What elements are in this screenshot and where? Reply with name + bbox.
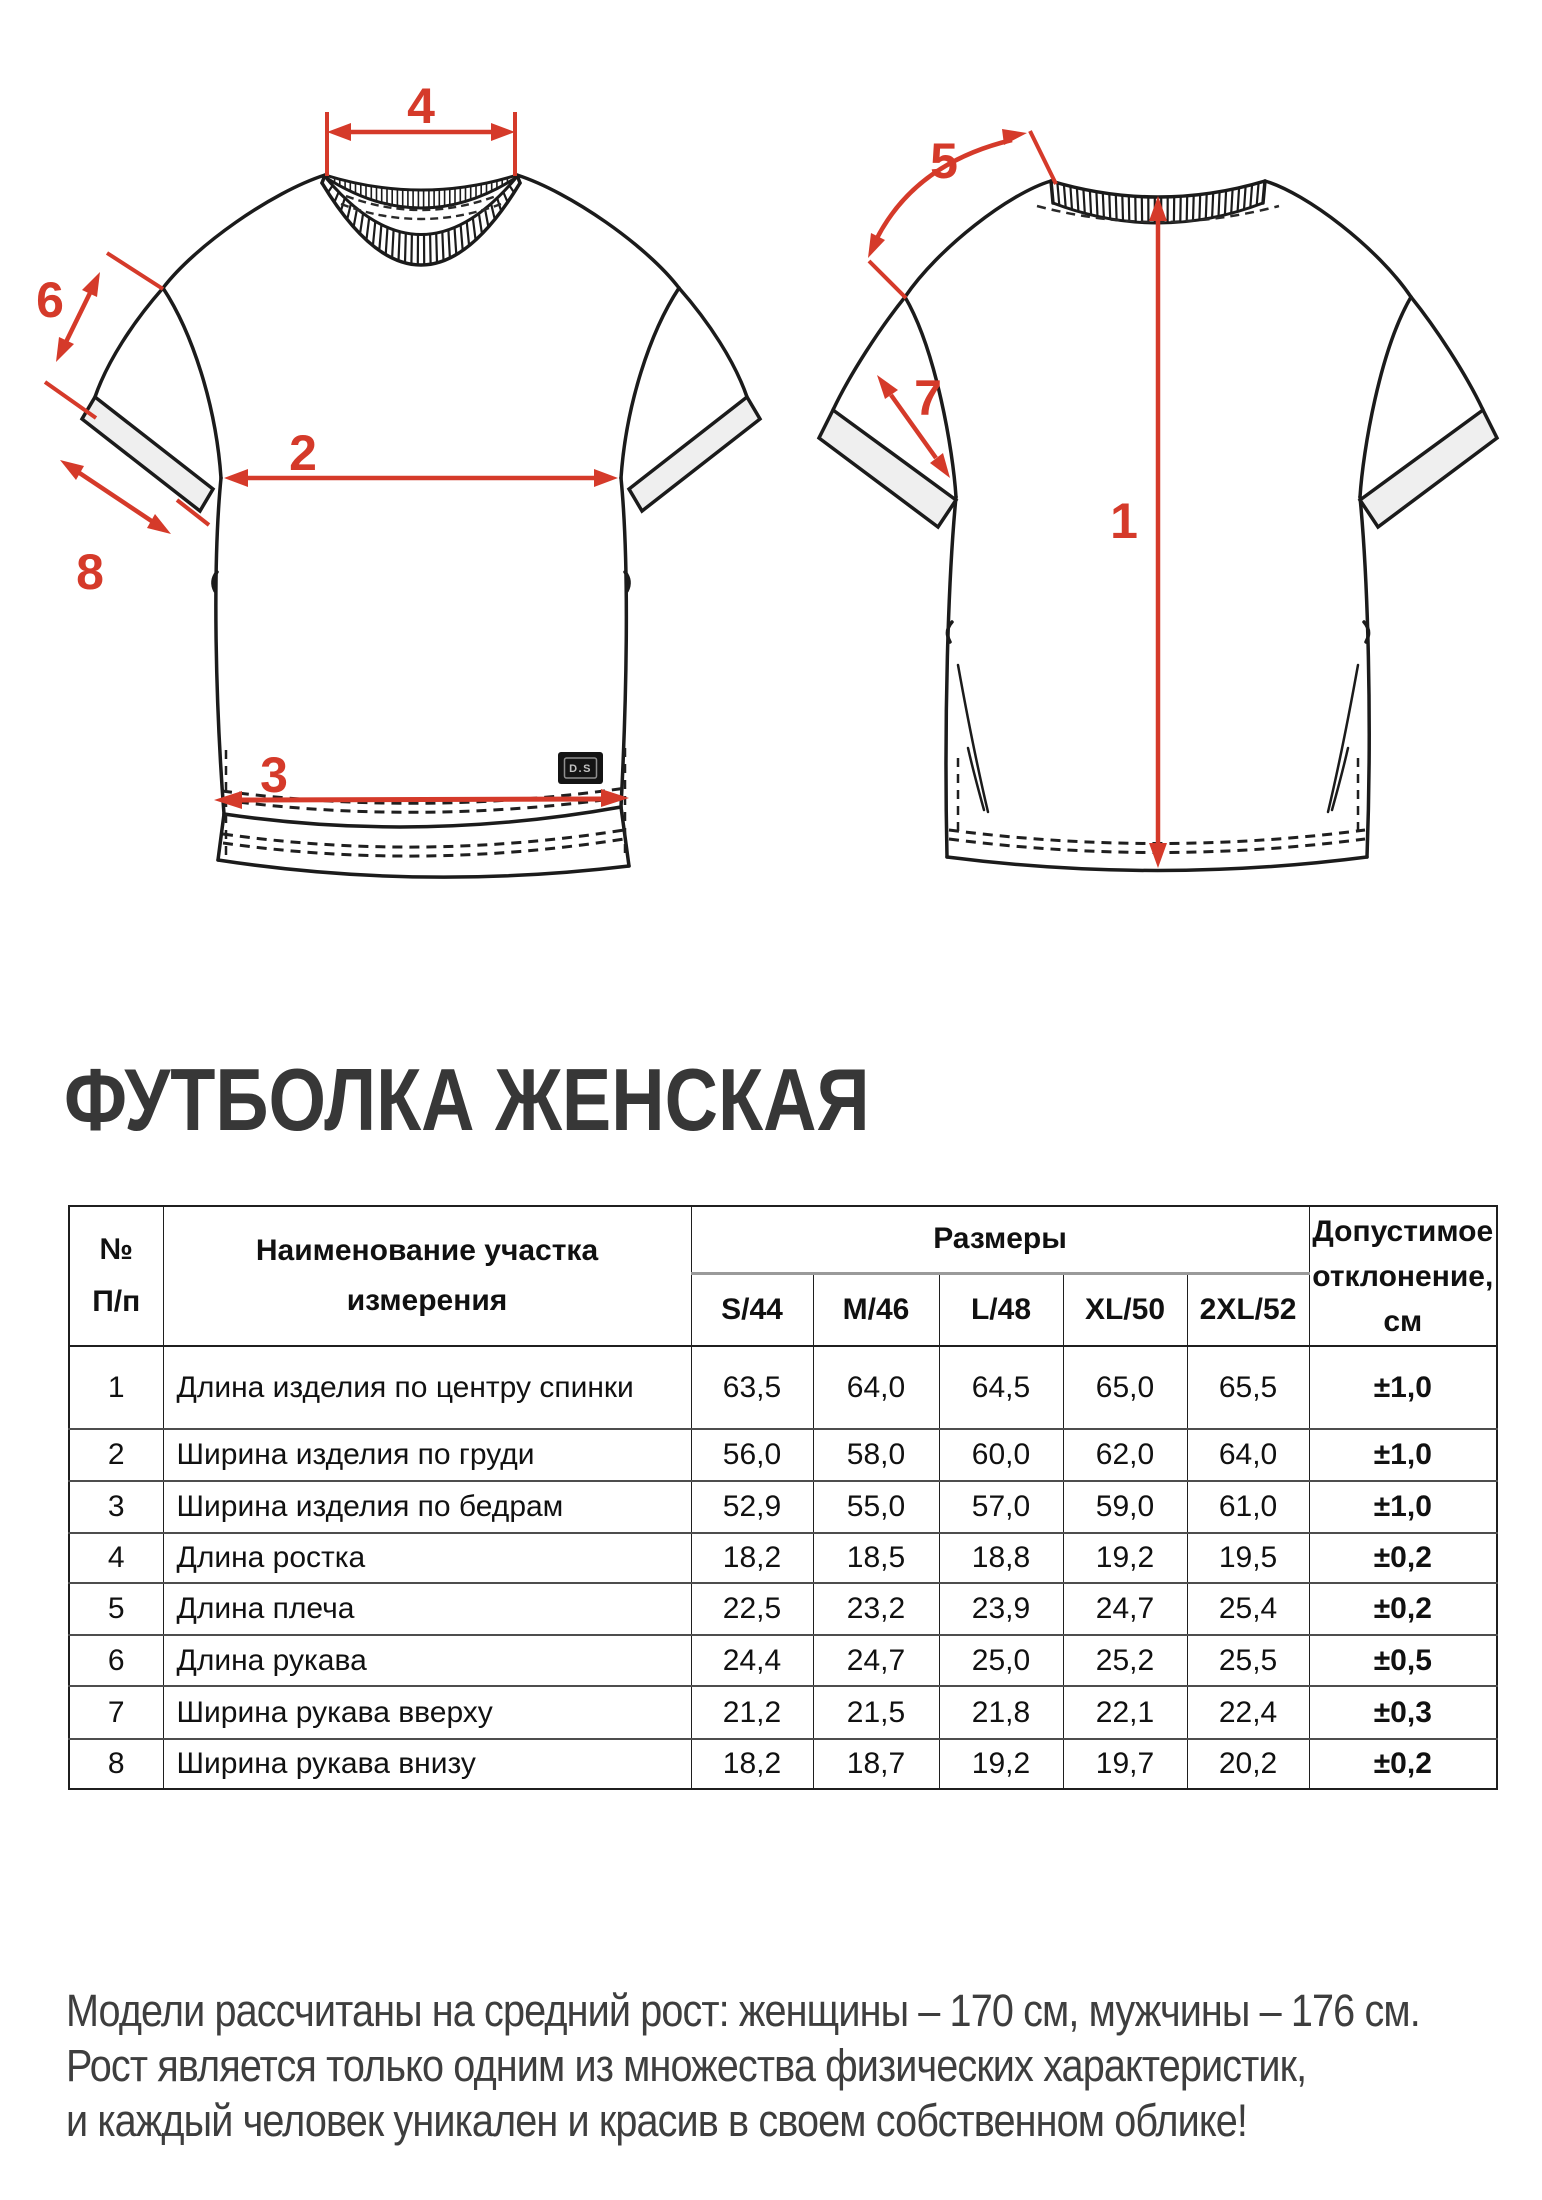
marker-2: 2 [289,425,317,481]
col-header-sizes-group: Размеры [691,1206,1309,1273]
arrow-back-length [1149,196,1167,868]
col-header-tolerance: Допустимое отклонение, см [1309,1206,1497,1346]
table-row: 3 Ширина изделия по бедрам 52,9 55,0 57,0 59,0 61,0 ±1,0 [69,1481,1497,1533]
marker-7: 7 [914,370,942,426]
marker-labels [36,78,1138,803]
table-row: 1 Длина изделия по центру спинки 63,5 64,0 64,5 65,0 65,5 ±1,0 [69,1346,1497,1429]
size-header-l48: L/48 [939,1273,1063,1346]
marker-1: 1 [1110,493,1138,549]
arrow-chest-width [224,469,618,487]
page-title: ФУТБОЛКА ЖЕНСКАЯ [64,1050,870,1149]
marker-6: 6 [36,272,64,328]
table-row: 6 Длина рукава 24,4 24,7 25,0 25,2 25,5 ±0,5 [69,1635,1497,1686]
front-right-cuff [629,397,760,511]
front-collar-band-hatching [328,186,514,265]
marker-5: 5 [930,133,958,189]
front-left-cuff [82,397,213,511]
table-row: 2 Ширина изделия по груди 56,0 58,0 60,0 62,0 64,0 ±1,0 [69,1429,1497,1481]
brand-patch [558,752,603,784]
table-row: 8 Ширина рукава внизу 18,2 18,7 19,2 19,7 20,2 ±0,2 [69,1739,1497,1789]
footer-line: и каждый человек уникален и красив в своем собственном облике! [66,2095,1247,2146]
front-collar-rib-hatching [335,178,508,208]
table-row: 4 Длина ростка 18,2 18,5 18,8 19,2 19,5 ±0,2 [69,1533,1497,1583]
size-header-s44: S/44 [691,1273,813,1346]
brand-patch-label: D.S [569,763,592,775]
col-header-number: № П/п [69,1206,163,1346]
table-row: 7 Ширина рукава вверху 21,2 21,5 21,8 22,1 22,4 ±0,3 [69,1686,1497,1739]
footer-line: Модели рассчитаны на средний рост: женщины – 170 см, мужчины – 176 см. [66,1985,1420,2036]
marker-3: 3 [260,747,288,803]
size-header-m46: M/46 [813,1273,939,1346]
measurement-diagram [0,0,1542,960]
table-row: 5 Длина плеча 22,5 23,2 23,9 24,7 25,4 ±0,2 [69,1583,1497,1635]
marker-4: 4 [407,78,435,134]
size-table [68,1205,1498,1790]
tshirt-front-drawing [82,175,760,877]
footer-note [66,1983,1420,2148]
size-header-xl50: XL/50 [1063,1273,1187,1346]
marker-8: 8 [76,544,104,600]
arrow-shoulder-length [868,129,1056,298]
footer-line: Рост является только одним из множества физических характеристик, [66,2040,1307,2091]
back-right-cuff [1360,410,1497,527]
back-left-cuff [819,410,956,527]
size-header-2xl52: 2XL/52 [1187,1273,1309,1346]
col-header-measurement-name: Наименование участка измерения [163,1206,691,1346]
